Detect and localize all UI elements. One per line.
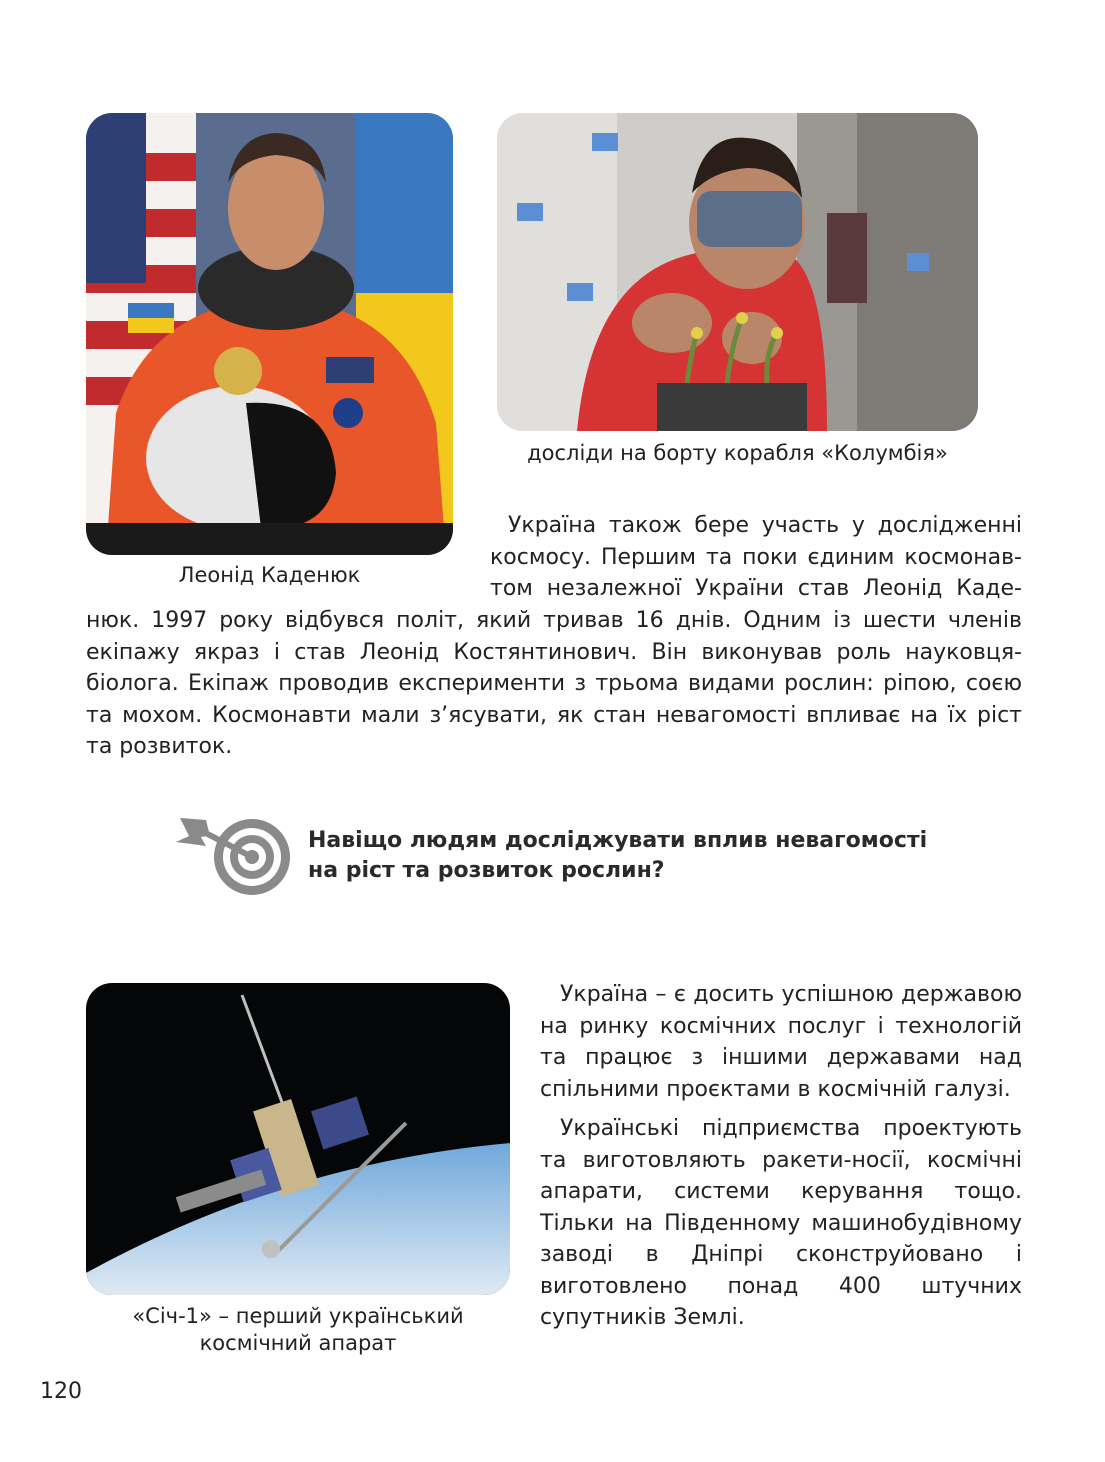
kadenyuk-caption: Леонід Каденюк <box>178 563 361 587</box>
columbia-caption: досліди на борту корабля «Колумбія» <box>527 441 948 465</box>
text1-line3: том незалежної України став Леонід Каде- <box>490 576 1022 601</box>
sich-caption-line2: космічний апарат <box>199 1331 397 1355</box>
target-arrow-icon <box>176 810 292 902</box>
question-text <box>308 826 928 886</box>
text1-line1: Україна також бере участь у дослідженні <box>508 513 1022 538</box>
question-line2: на ріст та розвиток рослин? <box>308 858 665 883</box>
text2-paragraph-1: Україна – є досить успішною державою на ринку космічних послуг і технологій та працює з іншими державами над спільними проєктами в космічній галузі. <box>540 982 1022 1102</box>
kadenyuk-photo <box>86 113 453 555</box>
text1-rest: нюк. 1997 року відбувся політ, який тривав 16 днів. Одним із шести членів екіпажу якраз і став Леонід Костянтинович. Він виконував роль науковця-біолога. Екіпаж проводив експерименти з трьома видами рослин: ріпою, соєю та мохом. Космонавти мали з’ясувати, як стан невагомості впливає на їх ріст та розвиток. <box>86 608 1022 759</box>
question-line1: Навіщо людям досліджувати вплив невагомості <box>308 828 928 853</box>
text-block-2 <box>540 979 1022 1334</box>
columbia-photo <box>497 113 978 431</box>
sich-1-caption <box>86 1303 510 1357</box>
sich-caption-line1: «Січ-1» – перший український <box>132 1304 464 1328</box>
text2-paragraph-2: Українські підприємства проектують та виготовляють ракети-носії, космічні апарати, системи керування тощо. Тільки на Південному машинобудівному заводі в Дніпрі сконструйовано і виготовлено понад 400 штучних супутників Землі. <box>540 1116 1022 1330</box>
text-block-1-rest <box>86 605 1022 763</box>
page-number: 120 <box>40 1379 82 1404</box>
text-block-1 <box>490 510 1022 605</box>
sich-1-photo <box>86 983 510 1295</box>
text1-line2: космосу. Першим та поки єдиним космонав- <box>490 544 1022 570</box>
